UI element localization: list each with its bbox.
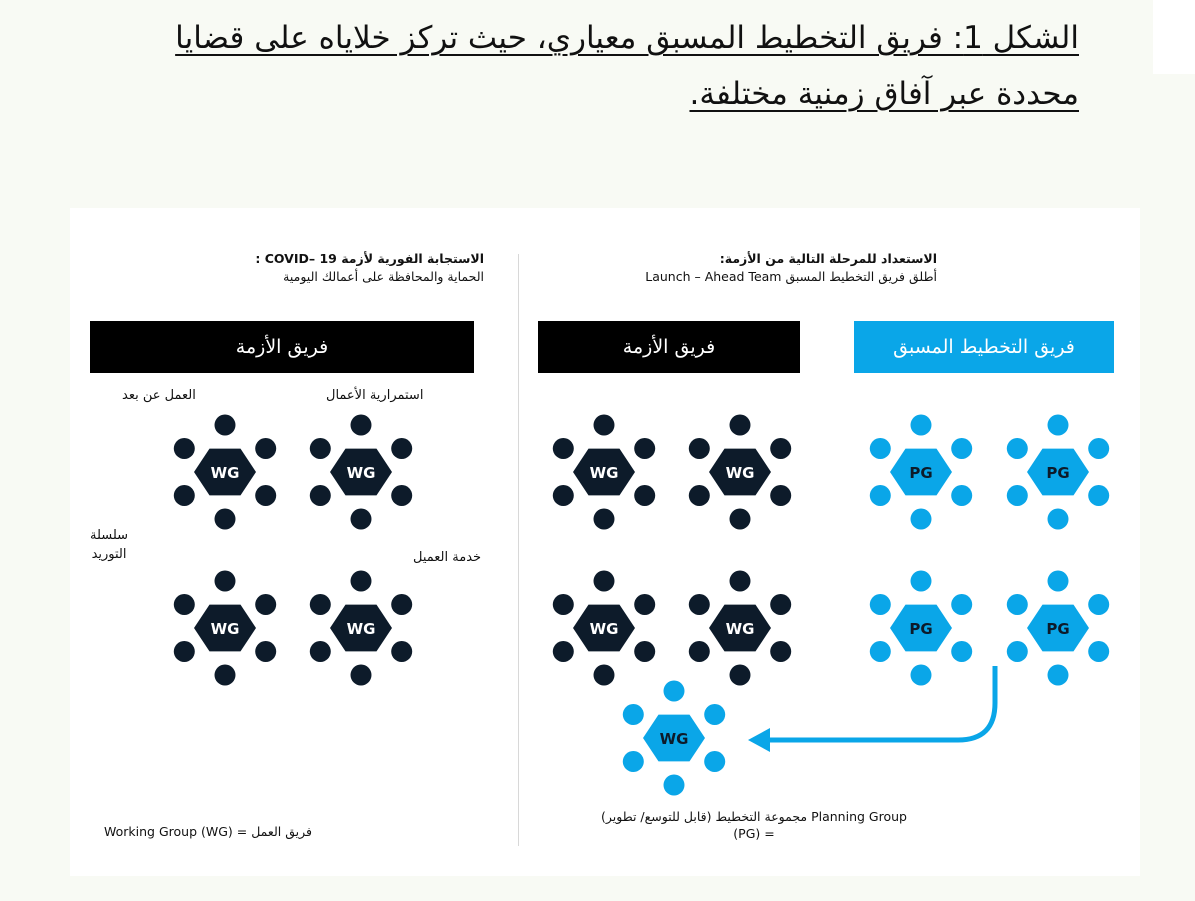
member-dot [951, 485, 972, 506]
member-dot [634, 594, 655, 615]
group-label: WG [659, 730, 689, 748]
member-dot [689, 594, 710, 615]
member-dot [664, 775, 685, 796]
group-label: WG [210, 464, 240, 482]
wg-legend: Working Group (WG) = فريق العمل [104, 824, 312, 839]
crisis-team-bar-left-label: فريق الأزمة [235, 336, 329, 358]
member-dot [951, 438, 972, 459]
member-dot [770, 438, 791, 459]
member-dot [553, 594, 574, 615]
pg-legend [564, 808, 944, 842]
label-customer-service: خدمة العميل [413, 550, 482, 565]
member-dot [689, 641, 710, 662]
group-label: WG [725, 464, 755, 482]
member-dot [770, 485, 791, 506]
member-dot [391, 485, 412, 506]
figure [70, 208, 1140, 876]
member-dot [351, 571, 372, 592]
member-dot [704, 704, 725, 725]
group-label: WG [589, 620, 619, 638]
left-heading-sub: الحماية والمحافظة على أعمالك اليومية [283, 269, 484, 284]
working-group-2 [174, 571, 276, 686]
planning-group-11 [1007, 571, 1109, 686]
member-dot [553, 641, 574, 662]
member-dot [215, 415, 236, 436]
right-heading-bold: الاستعداد للمرحلة التالية من الأزمة: [719, 251, 937, 266]
left-heading-bold: الاستجابة الفورية لأزمة COVID– 19 : [255, 251, 484, 266]
member-dot [255, 438, 276, 459]
working-group-12 [623, 681, 725, 796]
working-group-5 [689, 415, 791, 530]
member-dot [770, 594, 791, 615]
member-dot [310, 438, 331, 459]
corner-box [1153, 0, 1195, 74]
member-dot [911, 571, 932, 592]
member-dot [664, 681, 685, 702]
member-dot [594, 415, 615, 436]
member-dot [255, 485, 276, 506]
member-dot [310, 485, 331, 506]
planning-group-9 [1007, 415, 1109, 530]
member-dot [391, 594, 412, 615]
working-group-4 [553, 415, 655, 530]
member-dot [1048, 509, 1069, 530]
member-dot [704, 751, 725, 772]
working-group-3 [310, 571, 412, 686]
member-dot [174, 438, 195, 459]
group-label: PG [1046, 464, 1070, 482]
member-dot [391, 438, 412, 459]
member-dot [730, 509, 751, 530]
member-dot [730, 415, 751, 436]
member-dot [689, 438, 710, 459]
member-dot [553, 438, 574, 459]
group-label: WG [725, 620, 755, 638]
member-dot [870, 641, 891, 662]
member-dot [870, 485, 891, 506]
planning-team-bar-label: فريق التخطيط المسبق [893, 336, 1075, 358]
member-dot [911, 665, 932, 686]
member-dot [951, 641, 972, 662]
label-remote-work: العمل عن بعد [122, 388, 196, 403]
group-label: PG [909, 464, 933, 482]
member-dot [215, 665, 236, 686]
member-dot [623, 751, 644, 772]
group-label: WG [346, 464, 376, 482]
member-dot [310, 641, 331, 662]
member-dot [594, 665, 615, 686]
member-dot [351, 665, 372, 686]
member-dot [351, 415, 372, 436]
member-dot [634, 641, 655, 662]
group-label: WG [346, 620, 376, 638]
member-dot [391, 641, 412, 662]
label-supply-chain-line1: سلسلة [90, 528, 129, 543]
page-title: الشكل 1: فريق التخطيط المسبق معياري، حيث تركز خلاياه على قضايا محددة عبر آفاق زمنية مختلفة. [175, 20, 1079, 112]
member-dot [1048, 571, 1069, 592]
group-label: WG [589, 464, 619, 482]
member-dot [594, 509, 615, 530]
pg-legend-line2: (PG) = [733, 826, 775, 841]
working-group-7 [689, 571, 791, 686]
member-dot [1007, 641, 1028, 662]
member-dot [1088, 594, 1109, 615]
member-dot [770, 641, 791, 662]
member-dot [689, 485, 710, 506]
label-supply-chain-line2: التوريد [91, 547, 127, 562]
working-group-1 [310, 415, 412, 530]
flow-arrow-head [748, 728, 770, 752]
member-dot [1048, 415, 1069, 436]
member-dot [594, 571, 615, 592]
member-dot [1088, 641, 1109, 662]
flow-arrow [765, 666, 995, 740]
member-dot [634, 438, 655, 459]
member-dot [1088, 485, 1109, 506]
member-dot [623, 704, 644, 725]
group-label: WG [210, 620, 240, 638]
group-label: PG [909, 620, 933, 638]
working-group-0 [174, 415, 276, 530]
member-dot [553, 485, 574, 506]
member-dot [255, 641, 276, 662]
member-dot [310, 594, 331, 615]
member-dot [1007, 485, 1028, 506]
member-dot [215, 509, 236, 530]
member-dot [911, 509, 932, 530]
member-dot [870, 438, 891, 459]
right-heading-sub: أطلق فريق التخطيط المسبق Launch – Ahead Team [645, 269, 937, 284]
member-dot [911, 415, 932, 436]
member-dot [1007, 594, 1028, 615]
member-dot [730, 571, 751, 592]
member-dot [1048, 665, 1069, 686]
planning-group-10 [870, 571, 972, 686]
groups-diagram [70, 208, 1140, 876]
member-dot [730, 665, 751, 686]
member-dot [1007, 438, 1028, 459]
member-dot [870, 594, 891, 615]
member-dot [174, 485, 195, 506]
member-dot [1088, 438, 1109, 459]
crisis-team-bar-right-label: فريق الأزمة [622, 336, 716, 358]
working-group-6 [553, 571, 655, 686]
member-dot [215, 571, 236, 592]
member-dot [951, 594, 972, 615]
member-dot [255, 594, 276, 615]
label-business-continuity: استمرارية الأعمال [326, 388, 424, 403]
member-dot [634, 485, 655, 506]
member-dot [174, 594, 195, 615]
group-label: PG [1046, 620, 1070, 638]
member-dot [351, 509, 372, 530]
member-dot [174, 641, 195, 662]
pg-legend-line1: مجموعة التخطيط (قابل للتوسع/ تطوير) Planning Group [601, 809, 907, 824]
planning-group-8 [870, 415, 972, 530]
